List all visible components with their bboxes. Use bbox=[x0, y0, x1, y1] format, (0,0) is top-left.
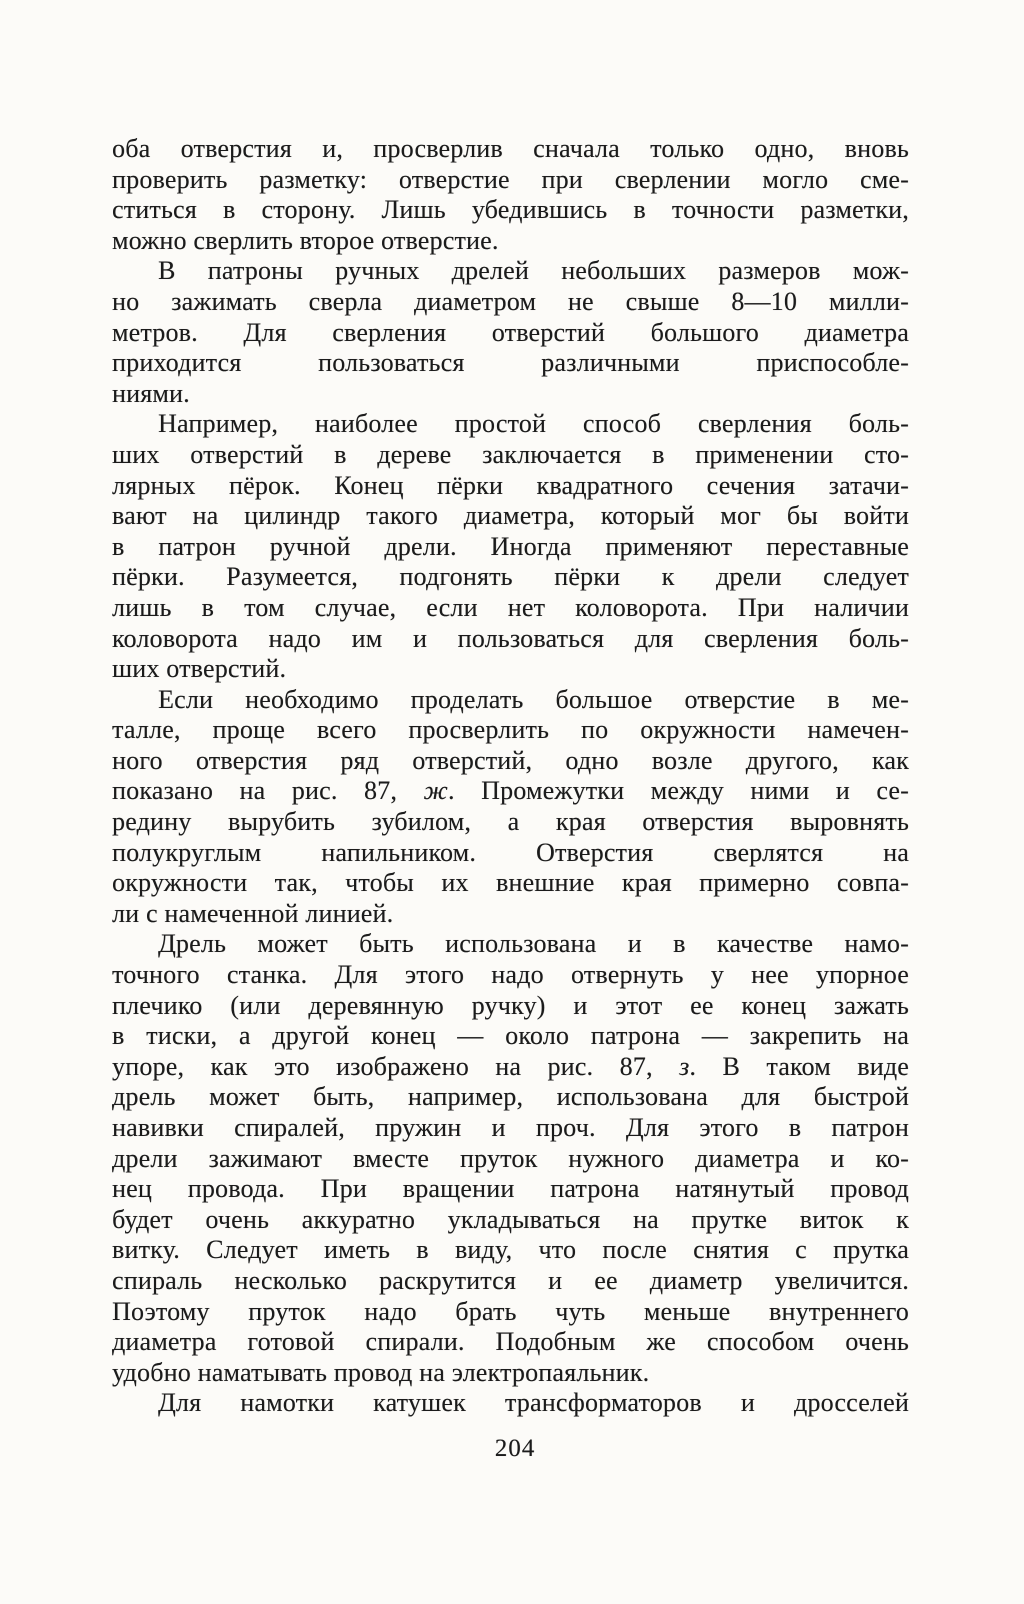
text-line: редину вырубить зубилом, а края отверстия выровнять bbox=[112, 807, 909, 837]
text-line: Дрель может быть использована и в качестве намо- bbox=[158, 929, 909, 959]
text-line: будет очень аккуратно укладываться на прутке виток к bbox=[112, 1204, 909, 1234]
text-line: лярных пёрок. Конец пёрки квадратного сечения затачи- bbox=[112, 470, 909, 500]
text-line: навивки спиралей, пружин и проч. Для этого в патрон bbox=[112, 1113, 909, 1142]
text-line: нец провода. При вращении патрона натянутый провод bbox=[112, 1174, 909, 1204]
text-line: дрель может быть, например, использована для быстрой bbox=[112, 1082, 909, 1112]
text-line: ного отверстия ряд отверстий, одно возле другого, как bbox=[112, 745, 909, 775]
text-block bbox=[112, 134, 909, 1419]
text-line: Для намотки катушек трансформаторов и дросселей bbox=[158, 1388, 909, 1418]
text-line: спираль несколько раскрутится и ее диаметр увеличится. bbox=[112, 1265, 909, 1295]
text-line: пёрки. Разумеется, подгонять пёрки к дрели следует bbox=[112, 562, 909, 592]
text-line: вают на цилиндр такого диаметра, который мог бы войти bbox=[112, 501, 909, 531]
text-line: В патроны ручных дрелей небольших размеров мож- bbox=[158, 256, 909, 286]
text-line: ших отверстий. bbox=[112, 654, 287, 684]
text-line: полукруглым напильником. Отверстия сверлятся на bbox=[112, 837, 909, 867]
text-line: оба отверстия и, просверлив сначала только одно, вновь bbox=[112, 134, 909, 163]
text-line: ниями. bbox=[112, 378, 190, 408]
text-line: ших отверстий в дереве заключается в применении сто- bbox=[112, 439, 909, 469]
text-line: Поэтому пруток надо брать чуть меньше внутреннего bbox=[112, 1296, 909, 1326]
text-line: точного станка. Для этого надо отвернуть у нее упорное bbox=[112, 960, 909, 990]
text-line: проверить разметку: отверстие при сверлении могло сме- bbox=[112, 164, 909, 194]
text-line: витку. Следует иметь в виду, что после снятия с прутка bbox=[112, 1235, 909, 1265]
text-line: упоре, как это изображено на рис. 87, з. В таком виде bbox=[112, 1051, 909, 1081]
text-line: удобно наматывать провод на электропаяльник. bbox=[112, 1357, 650, 1387]
text-line: но зажимать сверла диаметром не свыше 8—10 милли- bbox=[112, 286, 909, 316]
text-line: можно сверлить второе отверстие. bbox=[112, 225, 499, 255]
text-line: плечико (или деревянную ручку) и этот ее конец зажать bbox=[112, 990, 909, 1020]
text-line: диаметра готовой спирали. Подобным же способом очень bbox=[112, 1327, 909, 1357]
page-number: 204 bbox=[494, 1435, 536, 1462]
text-line: дрели зажимают вместе пруток нужного диаметра и ко- bbox=[112, 1143, 909, 1173]
text-line: приходится пользоваться различными приспособле- bbox=[112, 348, 909, 378]
text-line: в патрон ручной дрели. Иногда применяют переставные bbox=[112, 531, 909, 561]
text-line: метров. Для сверления отверстий большого диаметра bbox=[112, 317, 909, 347]
text-line: показано на рис. 87, ж. Промежутки между ними и се- bbox=[112, 776, 909, 806]
text-line: коловорота надо им и пользоваться для сверления боль- bbox=[112, 623, 909, 653]
text-line: Если необходимо проделать большое отверстие в ме- bbox=[158, 684, 909, 714]
text-line: окружности так, чтобы их внешние края примерно совпа- bbox=[112, 868, 909, 898]
paragraph bbox=[112, 929, 909, 1388]
paragraph bbox=[112, 256, 909, 409]
paragraph bbox=[112, 685, 909, 930]
text-line: Например, наиболее простой способ сверления боль- bbox=[158, 409, 909, 439]
text-line: талле, проще всего просверлить по окружности намечен- bbox=[112, 715, 909, 745]
text-line: ститься в сторону. Лишь убедившись в точности разметки, bbox=[112, 195, 909, 225]
text-line: ли с намеченной линией. bbox=[112, 898, 394, 928]
paragraph bbox=[112, 409, 909, 684]
text-line: в тиски, а другой конец — около патрона — закрепить на bbox=[112, 1021, 909, 1051]
text-line: лишь в том случае, если нет коловорота. При наличии bbox=[112, 592, 909, 622]
paragraph bbox=[112, 1388, 909, 1419]
paragraph bbox=[112, 134, 909, 256]
